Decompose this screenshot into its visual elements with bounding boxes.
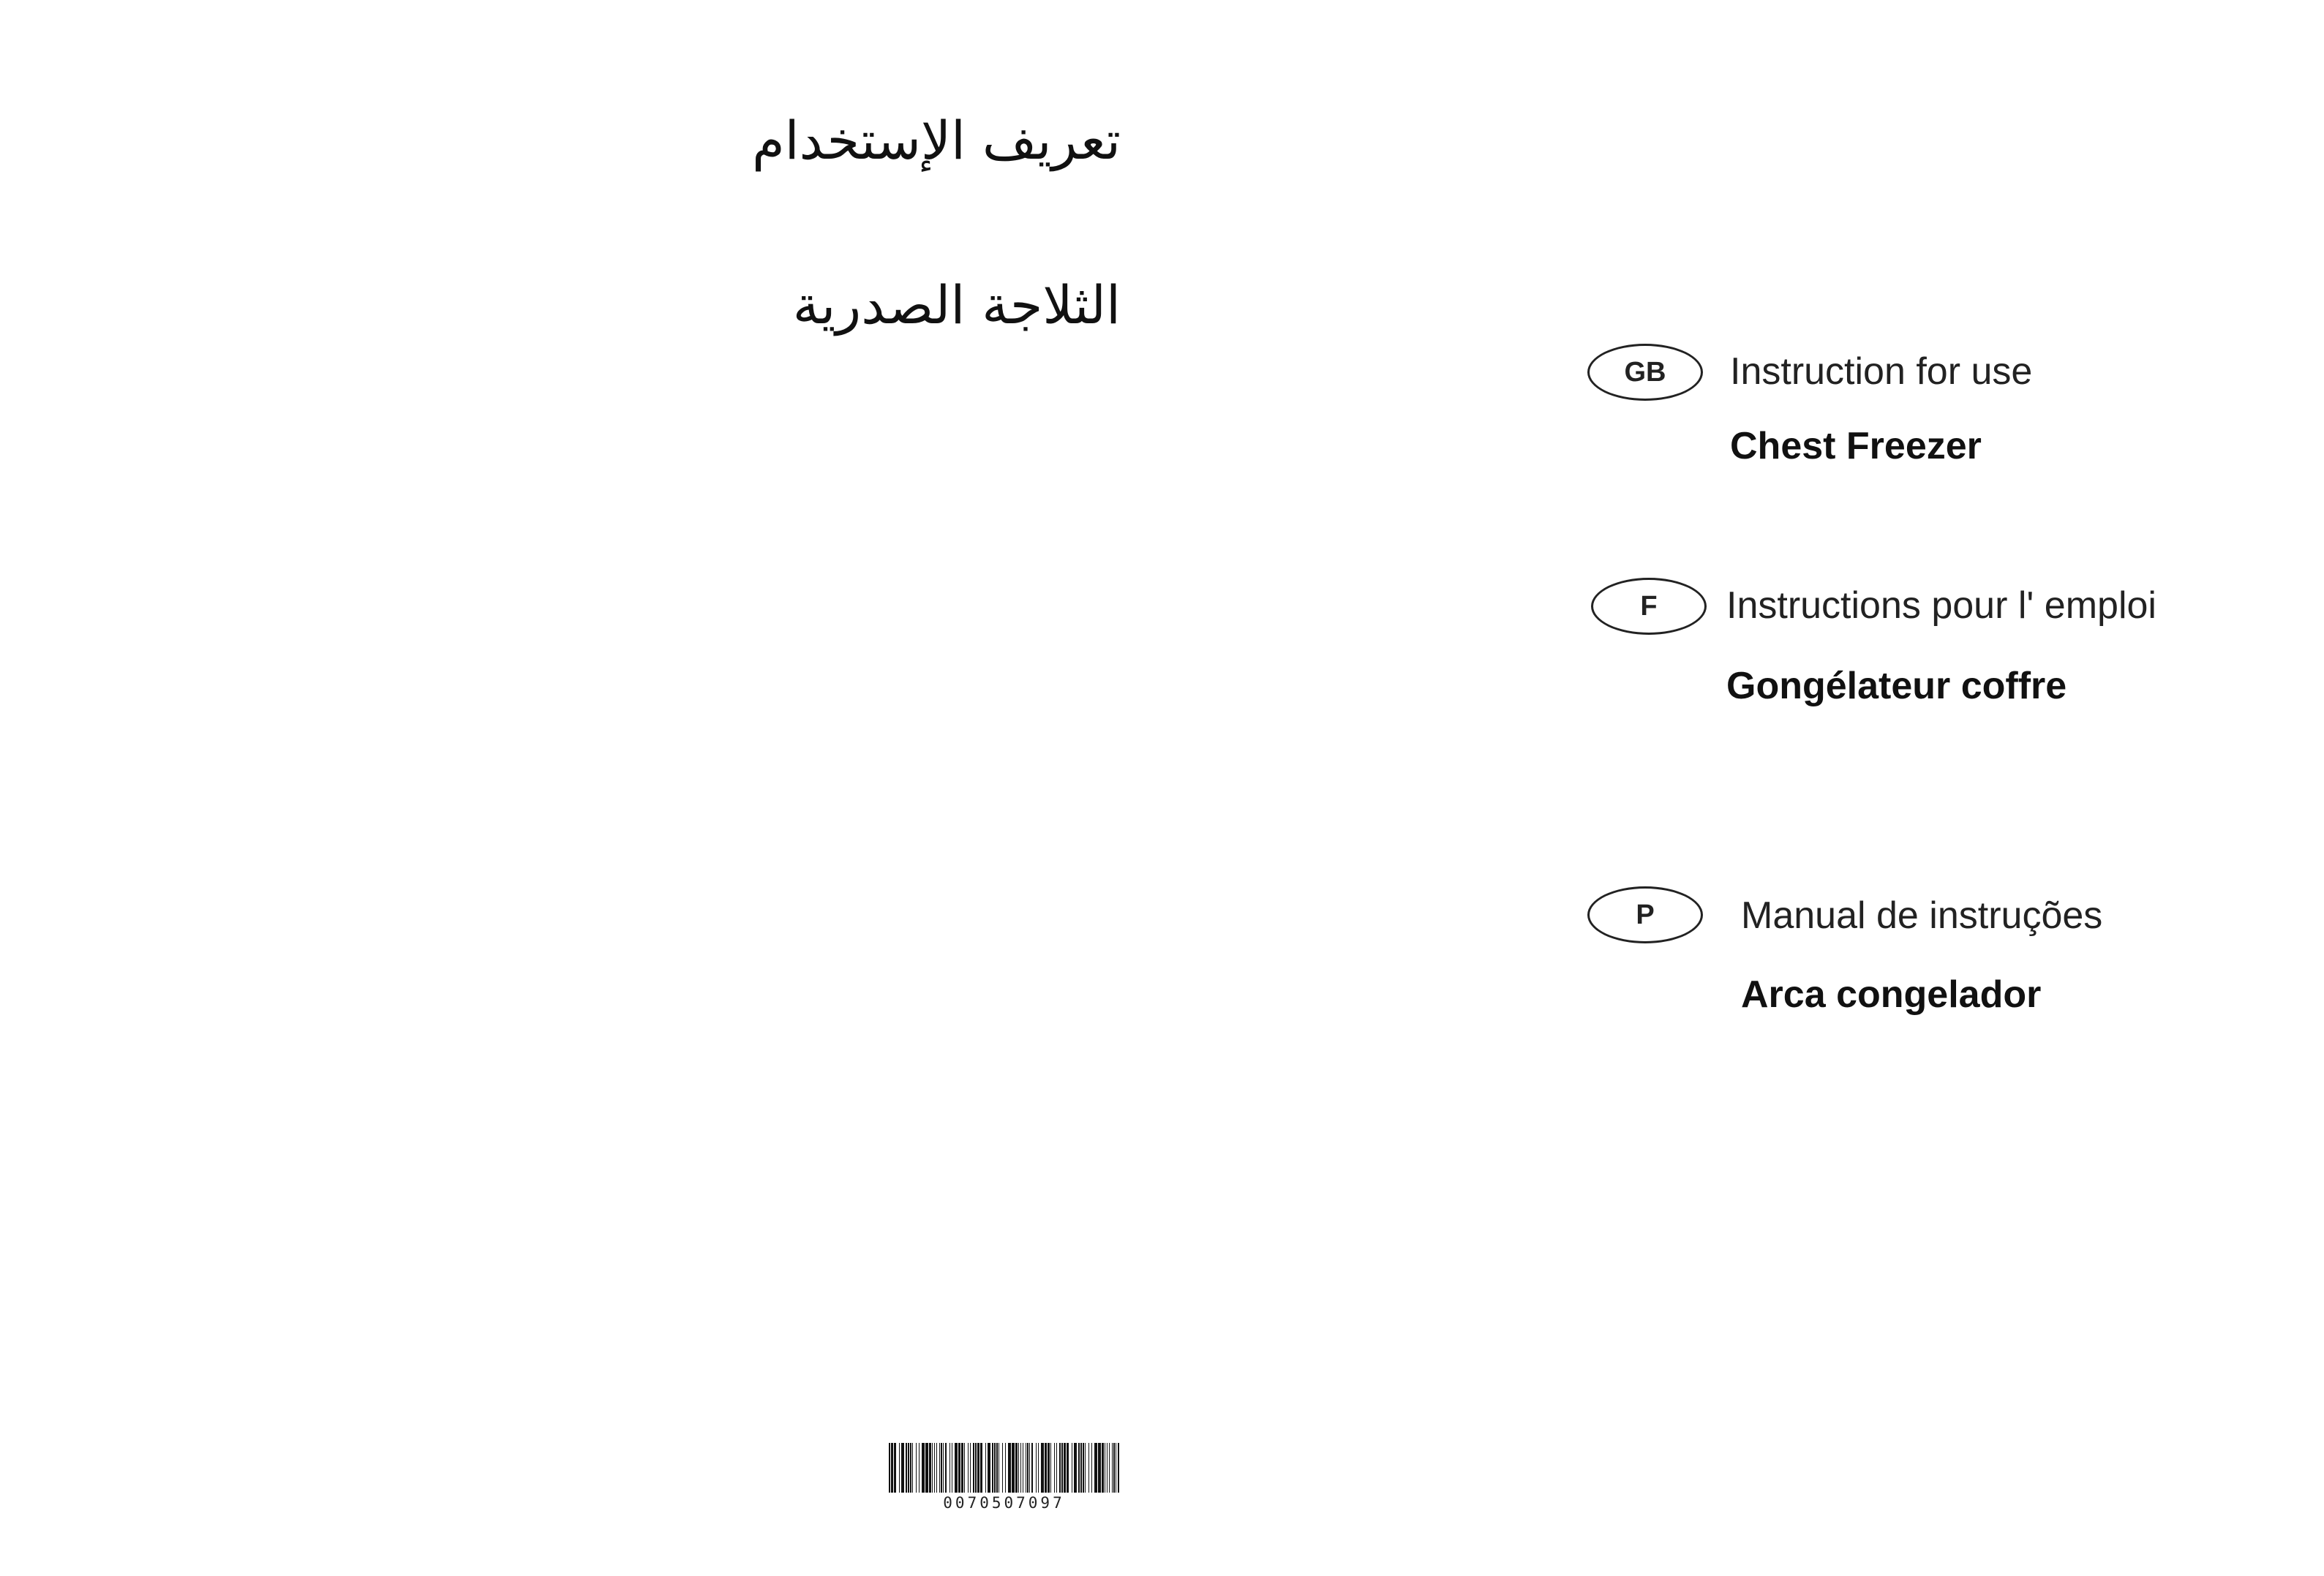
language-badge-p: P <box>1587 886 1703 943</box>
barcode-bar <box>1078 1443 1080 1493</box>
barcode-bar <box>1107 1443 1108 1493</box>
barcode-bar <box>1012 1443 1015 1493</box>
barcode-bar <box>934 1443 935 1493</box>
barcode-bar <box>894 1443 896 1493</box>
language-badge-f: F <box>1591 578 1707 635</box>
barcode-bar <box>970 1443 971 1493</box>
barcode-bar <box>908 1443 909 1493</box>
barcode-bar <box>1041 1443 1044 1493</box>
barcode-bar <box>936 1443 937 1493</box>
barcode-bar <box>1102 1443 1104 1493</box>
arabic-subtitle: الثلاجة الصدرية <box>792 274 1121 336</box>
barcode-bar <box>939 1443 940 1493</box>
barcode-bar <box>1080 1443 1082 1493</box>
barcode-bar <box>1098 1443 1101 1493</box>
barcode-bar <box>958 1443 960 1493</box>
barcode-bar <box>929 1443 931 1493</box>
barcode-bar <box>891 1443 893 1493</box>
barcode-bar <box>1091 1443 1092 1493</box>
barcode-bar <box>945 1443 947 1493</box>
barcode-bar <box>1048 1443 1050 1493</box>
barcode-bar <box>910 1443 911 1493</box>
barcode-bar <box>916 1443 917 1493</box>
barcode-bar <box>961 1443 963 1493</box>
barcode-bar <box>1008 1443 1011 1493</box>
barcode-bar <box>968 1443 969 1493</box>
barcode <box>889 1443 1119 1512</box>
barcode-bar <box>975 1443 977 1493</box>
barcode-bar <box>899 1443 900 1493</box>
barcode-bar <box>1064 1443 1066 1493</box>
barcode-bar <box>925 1443 928 1493</box>
barcode-bar <box>1085 1443 1086 1493</box>
barcode-bar <box>1005 1443 1006 1493</box>
barcode-bars <box>889 1443 1119 1493</box>
barcode-bar <box>943 1443 944 1493</box>
barcode-bar <box>1112 1443 1113 1493</box>
barcode-bar <box>1038 1443 1039 1493</box>
barcode-bar <box>932 1443 933 1493</box>
barcode-bar <box>1074 1443 1077 1493</box>
barcode-bar <box>1113 1443 1115 1493</box>
barcode-bar <box>988 1443 990 1493</box>
barcode-bar <box>985 1443 986 1493</box>
barcode-bar <box>964 1443 965 1493</box>
barcode-bar <box>1029 1443 1030 1493</box>
barcode-bar <box>1094 1443 1097 1493</box>
language-subtitle-p: Arca congelador <box>1741 973 2042 1016</box>
barcode-bar <box>1036 1443 1037 1493</box>
language-badge-gb: GB <box>1587 344 1703 401</box>
barcode-bar <box>1083 1443 1084 1493</box>
barcode-bar <box>1002 1443 1003 1493</box>
barcode-bar <box>996 1443 998 1493</box>
barcode-number: 0070507097 <box>943 1494 1065 1512</box>
barcode-bar <box>1109 1443 1110 1493</box>
barcode-bar <box>955 1443 958 1493</box>
barcode-bar <box>1018 1443 1019 1493</box>
language-title-f: Instructions pour l' emploi <box>1726 584 2156 627</box>
barcode-bar <box>977 1443 979 1493</box>
barcode-bar <box>1050 1443 1051 1493</box>
arabic-title: تعريف الإستخدام <box>752 110 1121 171</box>
barcode-bar <box>912 1443 913 1493</box>
language-subtitle-gb: Chest Freezer <box>1730 425 1982 467</box>
barcode-bar <box>980 1443 982 1493</box>
barcode-bar <box>906 1443 907 1493</box>
barcode-bar <box>973 1443 974 1493</box>
barcode-bar <box>922 1443 925 1493</box>
barcode-bar <box>1027 1443 1028 1493</box>
barcode-bar <box>919 1443 920 1493</box>
barcode-bar <box>1059 1443 1061 1493</box>
barcode-bar <box>901 1443 904 1493</box>
barcode-bar <box>992 1443 993 1493</box>
barcode-bar <box>1088 1443 1089 1493</box>
language-subtitle-f: Gongélateur coffre <box>1726 665 2067 707</box>
barcode-bar <box>1056 1443 1057 1493</box>
barcode-bar <box>889 1443 890 1493</box>
barcode-bar <box>941 1443 942 1493</box>
barcode-bar <box>1118 1443 1119 1493</box>
language-title-gb: Instruction for use <box>1730 350 2033 393</box>
barcode-bar <box>994 1443 996 1493</box>
barcode-bar <box>1067 1443 1069 1493</box>
barcode-bar <box>1045 1443 1047 1493</box>
barcode-bar <box>1054 1443 1055 1493</box>
barcode-bar <box>1061 1443 1063 1493</box>
barcode-bar <box>1015 1443 1018 1493</box>
barcode-bar <box>949 1443 950 1493</box>
barcode-bar <box>1031 1443 1033 1493</box>
language-title-p: Manual de instruções <box>1741 894 2103 937</box>
barcode-bar <box>1020 1443 1021 1493</box>
